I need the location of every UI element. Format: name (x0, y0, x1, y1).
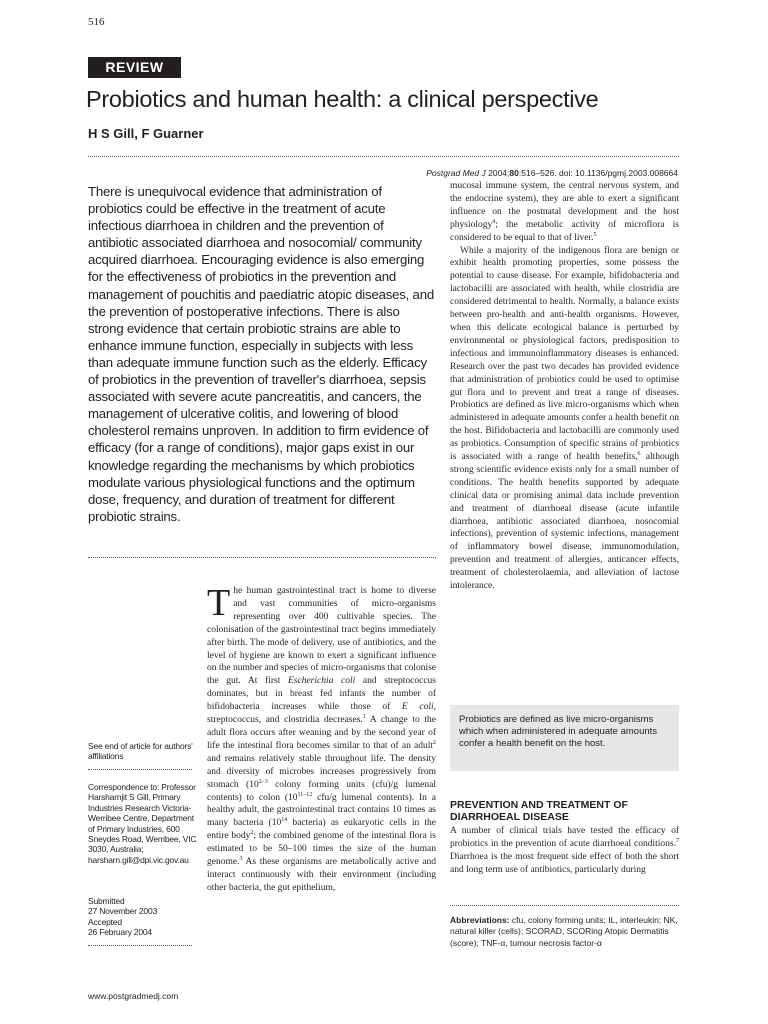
right-column-body (450, 180, 679, 593)
sidenote-divider (88, 945, 192, 946)
citation-line (370, 168, 678, 178)
page-number: 516 (88, 16, 105, 28)
review-badge: REVIEW (88, 57, 181, 78)
drop-cap: T (207, 582, 231, 624)
header-divider (88, 156, 679, 157)
article-title: Probiotics and human health: a clinical perspective (86, 86, 599, 112)
correspondence-note: Correspondence to: Professor Harsharnjit S Gill, Primary Industries Research Victoria- Werribee Centre, Department of Primary Industries, 600 Sneydes Road, Werribee, VIC 3030, Australia; harsharn.gill@dpi.vic.gov.au (88, 782, 197, 865)
definition-callout: Probiotics are defined as live micro-organisms which when administered in adequate amounts confer a health benefit on the host. (450, 705, 679, 771)
paragraph: While a majority of the indigenous flora are benign or exhibit health promoting properties, some possess the potential to cause disease. For example, bifidobacteria and lactobacilli are associated with health, while clostridia are considered detrimental to health. Normally, a balance exists between pro-health and anti-health organisms. However, when this delicate ecological balance is perturbed by environmental or physiological factors, predisposition to infectious and immunoinflammatory diseases is enhanced. Research over the past two decades has provided evidence that administration of probiotics could be used to optimise gut flora and to prevent and treat a range of diseases. Probiotics are defined as live micro-organisms which when administered in adequate amounts confer a health benefit on the host. Bifidobacteria and lactobacilli are commonly used as probiotics. Consumption of specific strains of probiotics is associated with a range of health benefits,$^6$ although strong scientific evidence exists only for a small number of conditions. The health benefits supported by adequate clinical data or promising animal data include prevention and treatment of diarrhoeal disease (acute infantile diarrhoea, antibiotic associated diarrhoea, nosocomial infections), prevention of systemic infections, management of inflammatory bowel disease, immunomodulation, prevention and treatment of allergies, anticancer effects, treatment of cholesterolaemia, and alleviation of lactose intolerance. (450, 245, 679, 592)
citation-pages-doi: :516–526. doi: 10.1136/pgmj.2003.008664 (518, 168, 678, 178)
article-authors: H S Gill, F Guarner (88, 126, 204, 141)
intro-column-body: The human gastrointestinal tract is home to diverse and vast communities of micro-organisms representing over 400 cultivable species. The colonisation of the gastrointestinal tract begins immediately after birth. The mode of delivery, use of antibiotics, and the level of hygiene are known to exert a significant influence on the number and species of micro-organisms that colonise the gut. At first Escherichia coli and streptococcus dominates, but in breast fed infants the number of bifidobacteria increases while those of E coli, streptococcus, and clostridia decreases.$^1$ A change to the adult flora occurs after weaning and by the second year of life the intestinal flora becomes similar to that of an adult$^2$ and remains relatively stable throughout life. The density and diversity of microbes increases progressively from stomach (10$^{2-3}$ colony forming units (cfu)/g lumenal contents) to colon (10$^{11-12}$ cfu/g lumenal contents). In a healthy adult, the gastrointestinal tract contains 10 times as many bacteria ($10^{14}$ bacteria) as eukaryotic cells in the entire body$^2$; the combined genome of the intestinal flora is estimated to be 50–100 times the size of the human genome.$^3$ As these organisms are metabolically active and interact continuously with their environment (including other bacteria, the gut epithelium, (207, 582, 436, 893)
abstract: There is unequivocal evidence that administration of probiotics could be effective in the treatment of acute infectious diarrhoea in children and the prevention of antibiotic associated diarrhoea and nosocomial/ community acquired diarrhoea. Encouraging evidence is also emerging for the effectiveness of probiotics in the prevention and management of pouchitis and paediatric atopic diseases, and the prevention of postoperative infections. There is also strong evidence that certain probiotic strains are able to enhance immune function, especially in subjects with less than adequate immune function such as the elderly. Efficacy of probiotics in the prevention of traveller's diarrhoea, sepsis associated with severe acute pancreatitis, and cancers, the management of ulcerative colitis, and lowering of blood cholesterol remains unproven. In addition to firm evidence of efficacy (for a range of conditions), major gaps exist in our knowledge regarding the mechanisms by which probiotics modulate various physiological functions and the optimum dose, frequency, and duration of treatment for different probiotic strains. (88, 184, 434, 524)
abbreviations: Abbreviations: cfu, colony forming units; IL, interleukin; NK, natural killer (cells); SCORAD, SCORing Atopic Dermatitis (score); TNF-α, tumour necrosis factor-α (450, 915, 678, 948)
section-heading: PREVENTION AND TREATMENT OF DIARRHOEAL DISEASE (450, 799, 628, 824)
journal-name: Postgrad Med J (426, 168, 486, 178)
submission-dates: Submitted 27 November 2003 Accepted 26 February 2004 (88, 896, 158, 938)
footer-url[interactable]: www.postgradmedj.com (88, 991, 179, 1001)
abstract-divider (88, 557, 436, 558)
affiliations-note: See end of article for authors' affiliations (88, 741, 193, 762)
section-body: A number of clinical trials have tested the efficacy of probiotics in the prevention of acute diarrhoeal conditions.$^7$ Diarrhoea is the most frequent side effect of both the short and long term use of antibiotics, particularly during (450, 826, 679, 875)
citation-volume: 80 (509, 168, 519, 178)
sidenote-divider (88, 769, 192, 770)
abbrev-divider (450, 905, 679, 906)
citation-year: 2004; (488, 168, 510, 178)
paragraph: mucosal immune system, the central nervous system, and the endocrine system), they are able to exert a significant influence on the postnatal development and the host physiology$^4$; the metabolic activity of microflora is considered to be equal to that of liver.$^5$ (450, 181, 679, 243)
